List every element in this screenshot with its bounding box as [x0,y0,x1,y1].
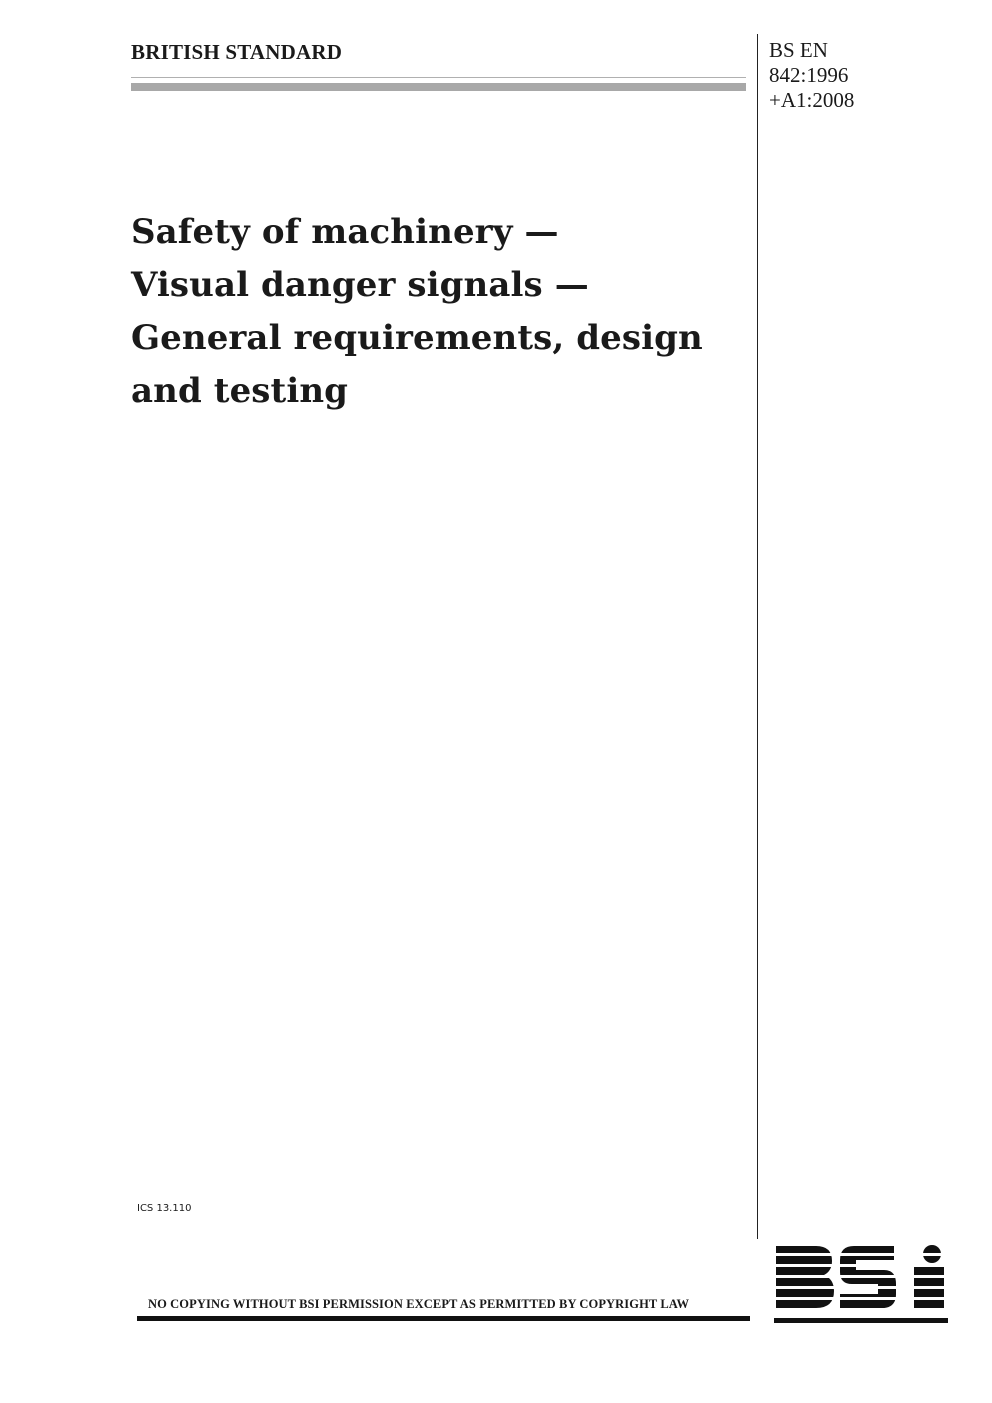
document-id-line: BS EN [769,38,828,62]
footer-bar [137,1316,750,1321]
document-identifier [769,38,854,113]
title-line: Visual danger signals — [131,265,589,305]
title-line: Safety of machinery — [131,212,559,252]
copyright-notice: NO COPYING WITHOUT BSI PERMISSION EXCEPT AS PERMITTED BY COPYRIGHT LAW [148,1297,690,1311]
standard-type-label: BRITISH STANDARD [131,40,343,64]
bsi-logo-icon [774,1244,950,1324]
document-id-line: +A1:2008 [769,88,855,112]
document-id-line: 842:1996 [769,63,849,87]
title-line: and testing [131,371,349,411]
header-thin-rule [131,77,746,78]
ics-code: ICS 13.110 [137,1203,192,1214]
title-line: General requirements, design [131,318,703,358]
document-title [131,206,741,418]
vertical-divider [757,34,758,1239]
header-thick-rule [131,83,746,91]
